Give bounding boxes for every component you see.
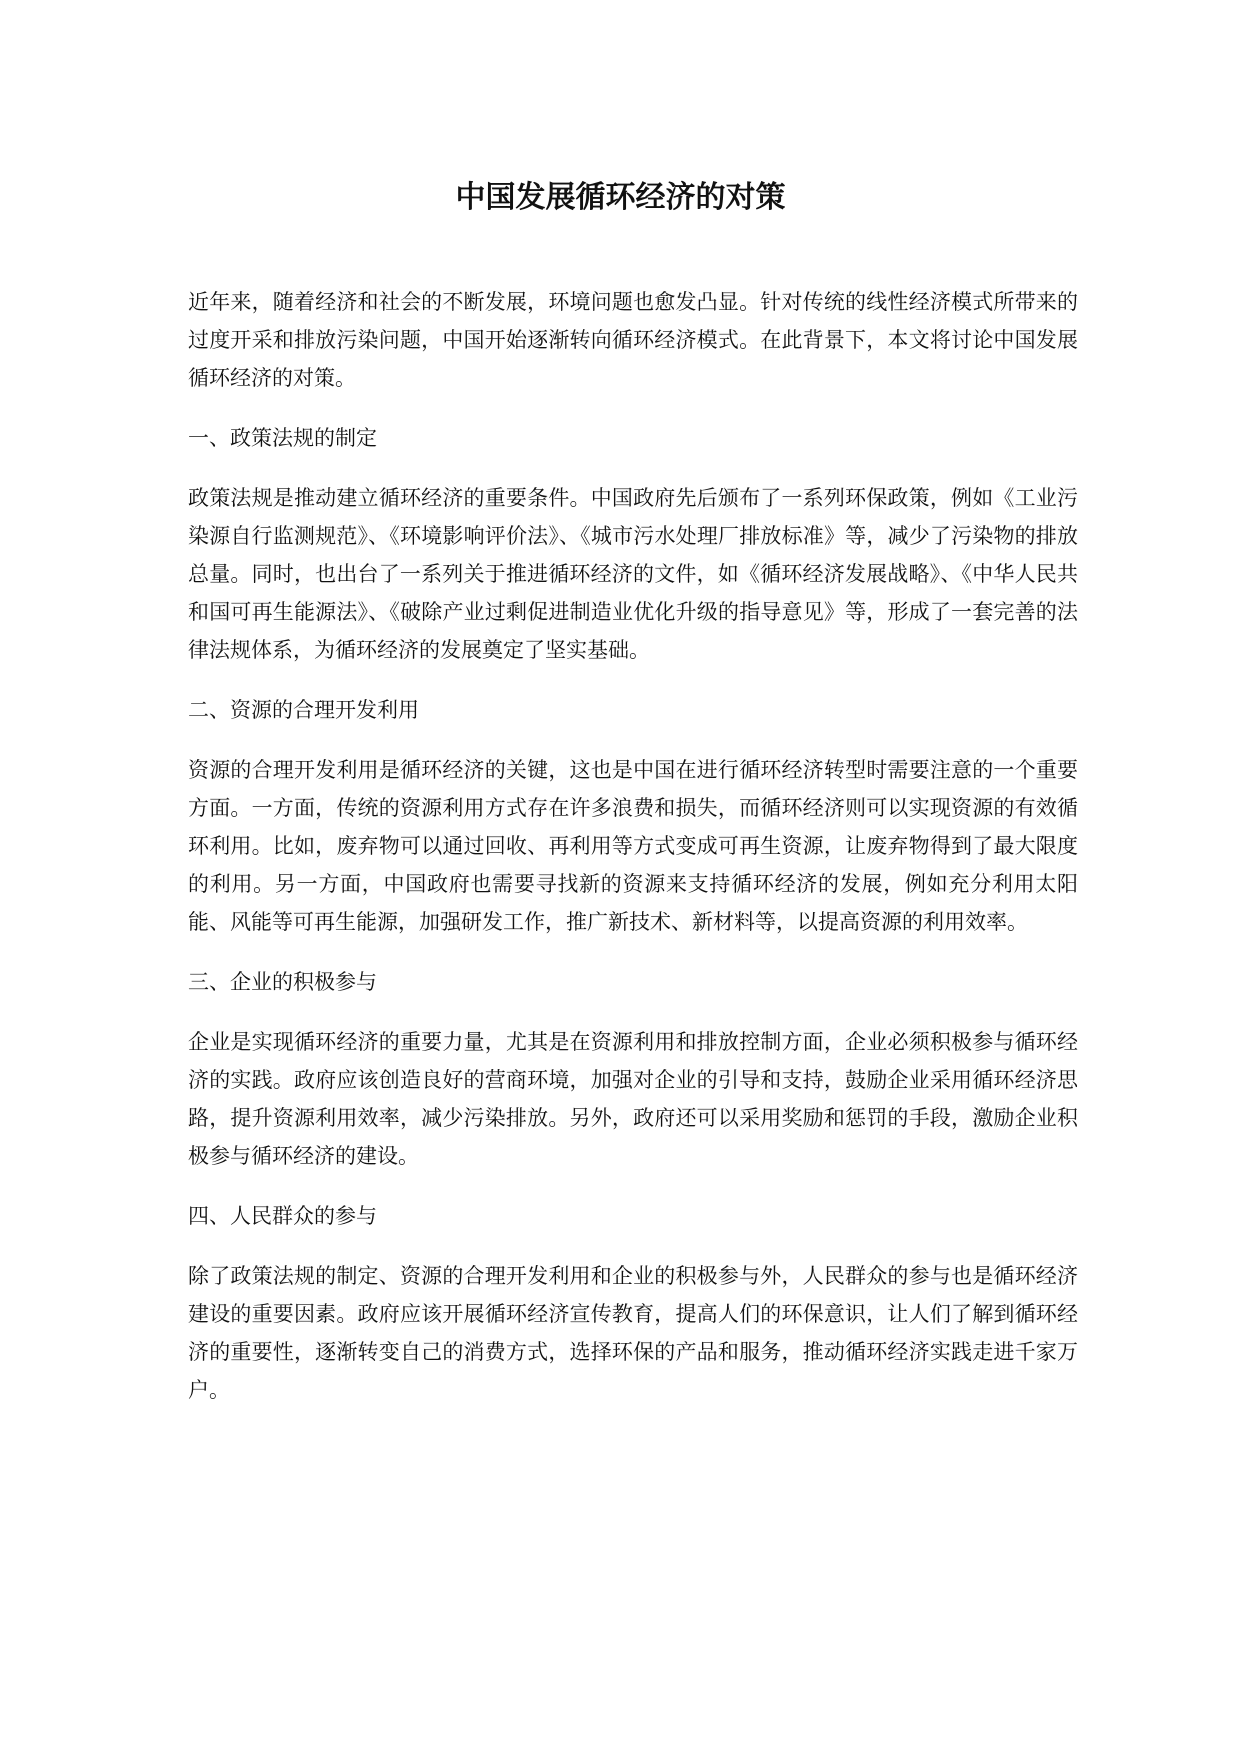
- document-title: 中国发展循环经济的对策: [455, 180, 786, 215]
- document-body: [188, 283, 1078, 1431]
- section-heading-public: 四、人民群众的参与: [188, 1204, 377, 1228]
- section-heading-resources: 二、资源的合理开发利用: [188, 698, 419, 722]
- section-body-enterprises: 企业是实现循环经济的重要力量，尤其是在资源利用和排放控制方面，企业必须积极参与循环经济的实践。政府应该创造良好的营商环境，加强对企业的引导和支持，鼓励企业采用循环经济思路，提升资源利用效率，减少污染排放。另外，政府还可以采用奖励和惩罚的手段，激励企业积极参与循环经济的建设。: [188, 1030, 1078, 1168]
- section-heading-policy: 一、政策法规的制定: [188, 426, 377, 450]
- intro-paragraph: 近年来，随着经济和社会的不断发展，环境问题也愈发凸显。针对传统的线性经济模式所带来的过度开采和排放污染问题，中国开始逐渐转向循环经济模式。在此背景下，本文将讨论中国发展循环经济的对策。: [188, 290, 1078, 390]
- section-body-public: 除了政策法规的制定、资源的合理开发利用和企业的积极参与外，人民群众的参与也是循环经济建设的重要因素。政府应该开展循环经济宣传教育，提高人们的环保意识，让人们了解到循环经济的重要性，逐渐转变自己的消费方式，选择环保的产品和服务，推动循环经济实践走进千家万户。: [188, 1264, 1078, 1402]
- section-heading-enterprises: 三、企业的积极参与: [188, 970, 377, 994]
- section-body-resources: 资源的合理开发利用是循环经济的关键，这也是中国在进行循环经济转型时需要注意的一个重要方面。一方面，传统的资源利用方式存在许多浪费和损失，而循环经济则可以实现资源的有效循环利用。比如，废弃物可以通过回收、再利用等方式变成可再生资源，让废弃物得到了最大限度的利用。另一方面，中国政府也需要寻找新的资源来支持循环经济的发展，例如充分利用太阳能、风能等可再生能源，加强研发工作，推广新技术、新材料等，以提高资源的利用效率。: [188, 758, 1078, 934]
- section-body-policy: 政策法规是推动建立循环经济的重要条件。中国政府先后颁布了一系列环保政策，例如《工业污染源自行监测规范》、《环境影响评价法》、《城市污水处理厂排放标准》等，减少了污染物的排放总量。同时，也出台了一系列关于推进循环经济的文件，如《循环经济发展战略》、《中华人民共和国可再生能源法》、《破除产业过剩促进制造业优化升级的指导意见》等，形成了一套完善的法律法规体系，为循环经济的发展奠定了坚实基础。: [188, 486, 1078, 662]
